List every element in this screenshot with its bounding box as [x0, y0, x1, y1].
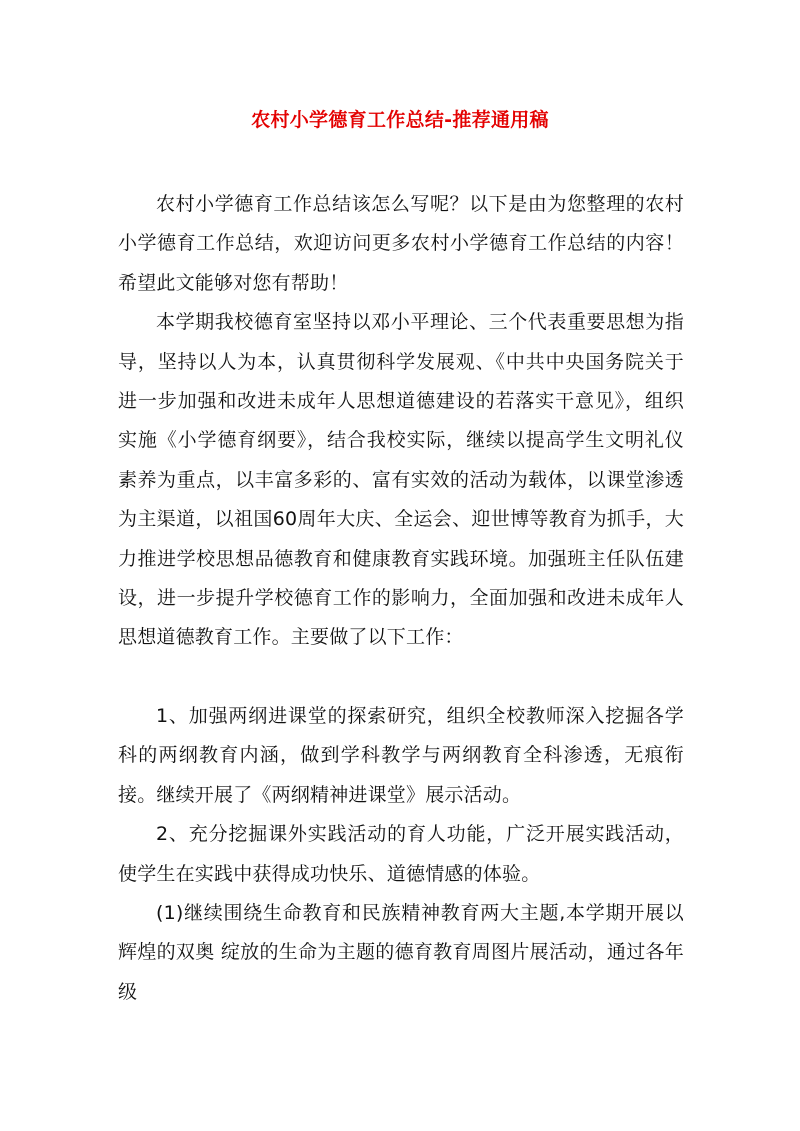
document-body — [118, 185, 684, 1012]
paragraph-item-2-1: (1)继续围绕生命教育和民族精神教育两大主题,本学期开展以辉煌的双奥 绽放的生命为主题的德育教育周图片展活动，通过各年级 — [118, 901, 684, 1003]
paragraph-item-1: 1、加强两纲进课堂的探索研究，组织全校教师深入挖掘各学科的两纲教育内涵，做到学科教学与两纲教育全科渗透，无痕衔接。继续开展了《两纲精神进课堂》展示活动。 — [118, 704, 684, 806]
paragraph-intro: 农村小学德育工作总结该怎么写呢？以下是由为您整理的农村小学德育工作总结，欢迎访问更多农村小学德育工作总结的内容！希望此文能够对您有帮助！ — [118, 193, 684, 294]
paragraph-overview: 本学期我校德育室坚持以邓小平理论、三个代表重要思想为指导，坚持以人为本，认真贯彻科学发展观、《中共中央国务院关于进一步加强和改进未成年人思想道德建设的若落实干意见》，组织实施《小学德育纲要》，结合我校实际，继续以提高学生文明礼仪素养为重点，以丰富多彩的、富有实效的活动为载体，以课堂渗透为主渠道，以祖国60周年大庆、全运会、迎世博等教育为抓手，大力推进学校思想品德教育和健康教育实践环境。加强班主任队伍建设，进一步提升学校德育工作的影响力，全面加强和改进未成年人思想道德教育工作。主要做了以下工作： — [118, 311, 684, 649]
paragraph-item-2: 2、充分挖掘课外实践活动的育人功能，广泛开展实践活动，使学生在实践中获得成功快乐、道德情感的体验。 — [118, 823, 684, 885]
document-title: 农村小学德育工作总结-推荐通用稿 — [251, 109, 549, 131]
paragraph-gap — [118, 658, 684, 697]
